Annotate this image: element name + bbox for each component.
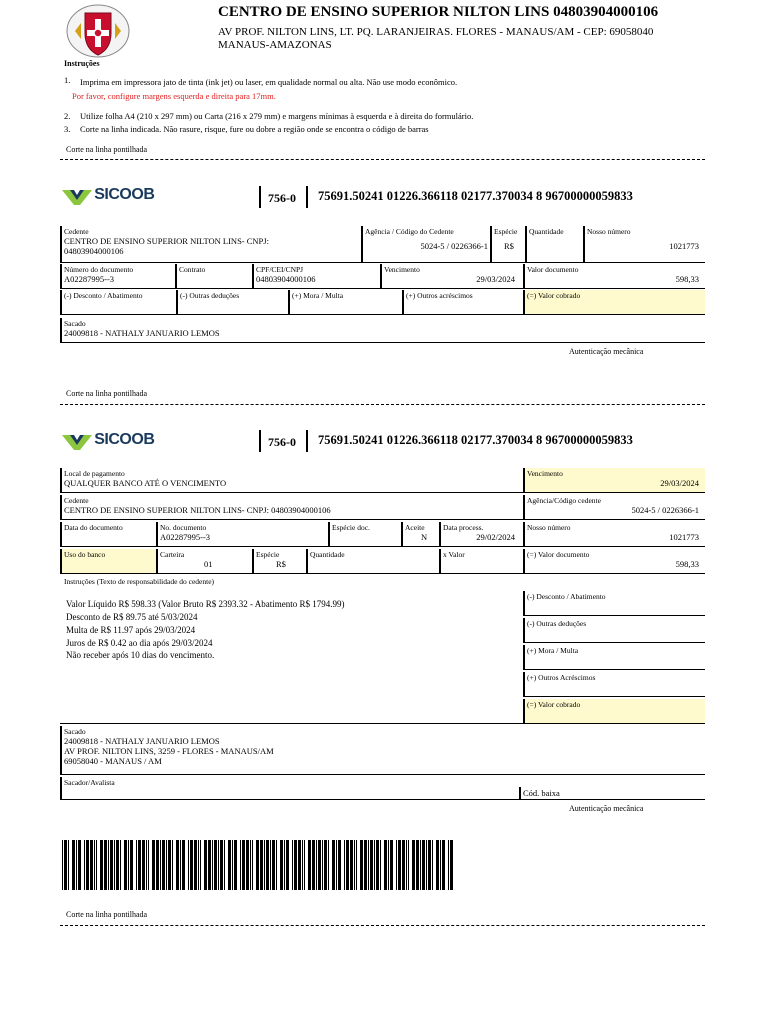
barcode-bar <box>152 840 155 890</box>
barcode-bar <box>336 840 337 890</box>
barcode-bar <box>218 840 219 890</box>
barcode-bar <box>252 840 253 890</box>
barcode-bar <box>256 840 259 890</box>
no-documento-field: No. documento A02287995--3 <box>156 522 328 546</box>
data-process-field: Data process. 29/02/2024 <box>439 522 523 546</box>
numero-documento-field: Número do documento A02287995--3 <box>60 264 175 288</box>
valor-documento-field: Valor documento 598,33 <box>523 264 705 288</box>
barcode-bar <box>194 840 197 890</box>
slip-sacado-field: Sacado 24009818 - NATHALY JANUARIO LEMOS AV PROF. NILTON LINS, 3259 - FLORES - MANAUS/AM 69058040 - MANAUS / AM <box>60 726 705 774</box>
barcode-bar <box>204 840 207 890</box>
barcode-bar <box>292 840 293 890</box>
barcode-bar <box>360 840 363 890</box>
barcode-bar <box>228 840 231 890</box>
barcode-bar <box>156 840 159 890</box>
barcode-bar <box>168 840 171 890</box>
barcode-bar <box>78 840 81 890</box>
barcode-bar <box>232 840 233 890</box>
header-city: MANAUS-AMAZONAS <box>218 39 332 51</box>
bank-code: 756-0 <box>268 191 296 205</box>
digitable-line[interactable]: 75691.50241 01226.366118 02177.370034 8 96700000059833 <box>318 189 633 203</box>
instruction-text: Utilize folha A4 (210 x 297 mm) ou Carta (216 x 279 mm) e margens mínimas à esquerda e à direita do formulário. <box>80 111 474 121</box>
slip-instruction-line: Desconto de R$ 89.75 até 5/03/2024 <box>66 612 198 622</box>
barcode-bar <box>260 840 263 890</box>
bank-code: 756-0 <box>268 435 296 449</box>
barcode-bar <box>120 840 121 890</box>
sicoob-logo <box>62 186 154 206</box>
barcode-bar <box>432 840 433 890</box>
barcode-bar <box>406 840 407 890</box>
slip-quantidade-field: Quantidade <box>306 549 439 573</box>
barcode-bar <box>402 840 405 890</box>
cut-line <box>60 159 705 160</box>
barcode-bar <box>370 840 373 890</box>
barcode-bar <box>408 840 409 890</box>
barcode-bar <box>350 840 353 890</box>
barcode-bar <box>148 840 149 890</box>
instruction-warning: Por favor, configure margens esquerda e direita para 17mm. <box>72 91 276 101</box>
barcode-bar <box>272 840 275 890</box>
barcode-bar <box>390 840 393 890</box>
slip-desconto-field: (-) Desconto / Abatimento <box>523 591 705 615</box>
barcode-bar <box>130 840 133 890</box>
barcode-bar <box>266 840 269 890</box>
slip-valor-cobrado-field: (=) Valor cobrado <box>523 699 705 723</box>
barcode-bar <box>160 840 161 890</box>
barcode-bar <box>380 840 381 890</box>
slip-instruction-line: Não receber após 10 dias do vencimento. <box>66 650 215 660</box>
barcode-bar <box>220 840 223 890</box>
especie-field: Espécie R$ <box>490 226 525 262</box>
instructions-heading: Instruções <box>64 59 100 68</box>
barcode-bar <box>114 840 115 890</box>
instruction-text: Imprima em impressora jato de tinta (ink jet) ou laser, em qualidade normal ou alta. Não use modo econômico. <box>80 77 458 87</box>
barcode-bar <box>448 840 449 890</box>
barcode-bar <box>90 840 93 890</box>
barcode-bar <box>180 840 181 890</box>
barcode-bar <box>398 840 401 890</box>
slip-outras-deducoes-field: (-) Outras deduções <box>523 618 705 642</box>
barcode-bar <box>388 840 389 890</box>
barcode-bar <box>250 840 251 890</box>
cut-line <box>60 925 705 926</box>
barcode-bar <box>182 840 185 890</box>
barcode-bar <box>420 840 421 890</box>
barcode-bar <box>214 840 217 890</box>
barcode <box>62 840 456 892</box>
data-documento-field: Data do documento <box>60 522 156 546</box>
barcode-bar <box>298 840 301 890</box>
barcode-bar <box>318 840 321 890</box>
quantidade-field: Quantidade <box>525 226 583 262</box>
x-valor-field: x Valor <box>439 549 523 573</box>
barcode-bar <box>208 840 211 890</box>
barcode-bar <box>442 840 445 890</box>
header-title: CENTRO DE ENSINO SUPERIOR NILTON LINS 04803904000106 <box>218 4 659 20</box>
slip-vencimento-field: Vencimento 29/03/2024 <box>523 468 705 492</box>
barcode-bar <box>324 840 327 890</box>
barcode-bar <box>62 840 63 890</box>
sacado-field: Sacado 24009818 - NATHALY JANUARIO LEMOS <box>60 318 705 342</box>
barcode-bar <box>166 840 167 890</box>
barcode-bar <box>316 840 317 890</box>
barcode-bar <box>344 840 345 890</box>
contrato-field: Contrato <box>175 264 252 288</box>
barcode-bar <box>72 840 75 890</box>
barcode-bar <box>64 840 67 890</box>
agencia-field: Agência / Código do Cedente 5024-5 / 0226366-1 <box>361 226 490 262</box>
barcode-bar <box>264 840 265 890</box>
barcode-bar <box>384 840 387 890</box>
barcode-bar <box>450 840 453 890</box>
slip-instructions-label: Instruções (Texto de responsabilidade do cedente) <box>64 577 215 586</box>
barcode-bar <box>338 840 341 890</box>
barcode-bar <box>224 840 225 890</box>
barcode-bar <box>332 840 335 890</box>
barcode-bar <box>138 840 141 890</box>
barcode-bar <box>322 840 323 890</box>
cod-baixa-field: Cód. baixa <box>519 787 705 799</box>
barcode-bar <box>212 840 213 890</box>
instruction-number: 3. <box>64 124 71 134</box>
cut-line <box>60 404 705 405</box>
barcode-bar <box>436 840 439 890</box>
barcode-bar <box>190 840 193 890</box>
slip-instruction-line: Valor Líquido R$ 598.33 (Valor Bruto R$ 2393.32 - Abatimento R$ 1794.99) <box>66 599 345 609</box>
barcode-bar <box>302 840 303 890</box>
slip-instruction-line: Multa de R$ 11.97 após 29/03/2024 <box>66 625 196 635</box>
barcode-bar <box>108 840 109 890</box>
barcode-bar <box>416 840 419 890</box>
barcode-bar <box>270 840 271 890</box>
barcode-bar <box>176 840 179 890</box>
barcode-bar <box>346 840 349 890</box>
slip-instruction-line: Juros de R$ 0.42 ao dia após 29/03/2024 <box>66 638 213 648</box>
barcode-bar <box>128 840 129 890</box>
barcode-bar <box>68 840 69 890</box>
barcode-bar <box>294 840 297 890</box>
barcode-bar <box>412 840 415 890</box>
bank-name: SICOOB <box>94 186 155 203</box>
barcode-bar <box>84 840 85 890</box>
barcode-bar <box>96 840 97 890</box>
barcode-bar <box>368 840 369 890</box>
barcode-bar <box>198 840 199 890</box>
cpf-field: CPF/CEI/CNPJ 04803904000106 <box>252 264 380 288</box>
barcode-bar <box>100 840 103 890</box>
barcode-bar <box>376 840 379 890</box>
uso-banco-field: Uso do banco <box>60 549 156 573</box>
barcode-bar <box>276 840 277 890</box>
barcode-bar <box>76 840 77 890</box>
barcode-bar <box>124 840 127 890</box>
barcode-bar <box>374 840 375 890</box>
outras-deducoes-field: (-) Outras deduções <box>176 290 288 314</box>
barcode-bar <box>146 840 147 890</box>
institution-logo <box>65 3 131 59</box>
barcode-bar <box>308 840 311 890</box>
slip-especie-field: Espécie R$ <box>252 549 306 573</box>
barcode-bar <box>234 840 237 890</box>
instruction-number: 1. <box>64 75 71 85</box>
barcode-bar <box>172 840 173 890</box>
valor-cobrado-field: (=) Valor cobrado <box>523 290 705 314</box>
slip-autenticacao-label: Autenticação mecânica <box>569 804 644 813</box>
cut-label: Corte na linha pontilhada <box>66 145 148 154</box>
especie-doc-field: Espécie doc. <box>328 522 401 546</box>
barcode-bar <box>426 840 427 890</box>
barcode-bar <box>110 840 113 890</box>
carteira-field: Carteira 01 <box>156 549 252 573</box>
slip-nosso-numero-field: Nosso número 1021773 <box>523 522 705 546</box>
barcode-bar <box>162 840 165 890</box>
barcode-bar <box>356 840 357 890</box>
autenticacao-label: Autenticação mecânica <box>569 347 644 356</box>
barcode-bar <box>312 840 315 890</box>
instruction-number: 2. <box>64 111 71 121</box>
slip-valor-documento-field: (=) Valor documento 598,33 <box>523 549 705 573</box>
barcode-bar <box>286 840 289 890</box>
outros-acrescimos-field: (+) Outros acréscimos <box>402 290 523 314</box>
barcode-bar <box>240 840 241 890</box>
barcode-bar <box>142 840 145 890</box>
barcode-bar <box>364 840 367 890</box>
slip-acrescimos-field: (+) Outros Acréscimos <box>523 672 705 696</box>
aceite-field: Aceite N <box>401 522 439 546</box>
barcode-bar <box>94 840 95 890</box>
vencimento-field: Vencimento 29/03/2024 <box>380 264 523 288</box>
barcode-bar <box>200 840 201 890</box>
header-address: AV PROF. NILTON LINS, LT. PQ. LARANJEIRAS. FLORES - MANAUS/AM - CEP: 69058040 <box>218 26 654 38</box>
barcode-bar <box>328 840 329 890</box>
barcode-bar <box>428 840 431 890</box>
local-pagamento-field: Local de pagamento QUALQUER BANCO ATÉ O VENCIMENTO <box>60 468 523 492</box>
barcode-bar <box>284 840 285 890</box>
cedente-field: Cedente CENTRO DE ENSINO SUPERIOR NILTON LINS- CNPJ: 04803904000106 <box>60 226 361 262</box>
cut-label: Corte na linha pontilhada <box>66 910 148 919</box>
instruction-text: Corte na linha indicada. Não rasure, risque, fure ou dobre a região onde se encontra o código de barras <box>80 124 429 134</box>
digitable-line[interactable]: 75691.50241 01226.366118 02177.370034 8 96700000059833 <box>318 433 633 447</box>
mora-multa-field: (+) Mora / Multa <box>288 290 402 314</box>
barcode-bar <box>396 840 397 890</box>
barcode-bar <box>136 840 137 890</box>
slip-cedente-field: Cedente CENTRO DE ENSINO SUPERIOR NILTON LINS- CNPJ: 04803904000106 <box>60 495 523 519</box>
slip-mora-field: (+) Mora / Multa <box>523 645 705 669</box>
bank-name: SICOOB <box>94 431 155 448</box>
desconto-field: (-) Desconto / Abatimento <box>60 290 176 314</box>
nosso-numero-field: Nosso número 1021773 <box>583 226 705 262</box>
barcode-bar <box>304 840 305 890</box>
barcode-bar <box>116 840 119 890</box>
slip-agencia-field: Agência/Código cedente 5024-5 / 0226366-1 <box>523 495 705 519</box>
barcode-bar <box>86 840 89 890</box>
barcode-bar <box>246 840 249 890</box>
cut-label: Corte na linha pontilhada <box>66 389 148 398</box>
sicoob-logo <box>62 431 154 451</box>
barcode-bar <box>104 840 107 890</box>
barcode-bar <box>422 840 425 890</box>
barcode-bar <box>188 840 189 890</box>
sacador-avalista-field: Sacador/Avalista <box>60 777 523 799</box>
barcode-bar <box>354 840 355 890</box>
barcode-bar <box>280 840 283 890</box>
barcode-bar <box>440 840 441 890</box>
barcode-bar <box>242 840 245 890</box>
